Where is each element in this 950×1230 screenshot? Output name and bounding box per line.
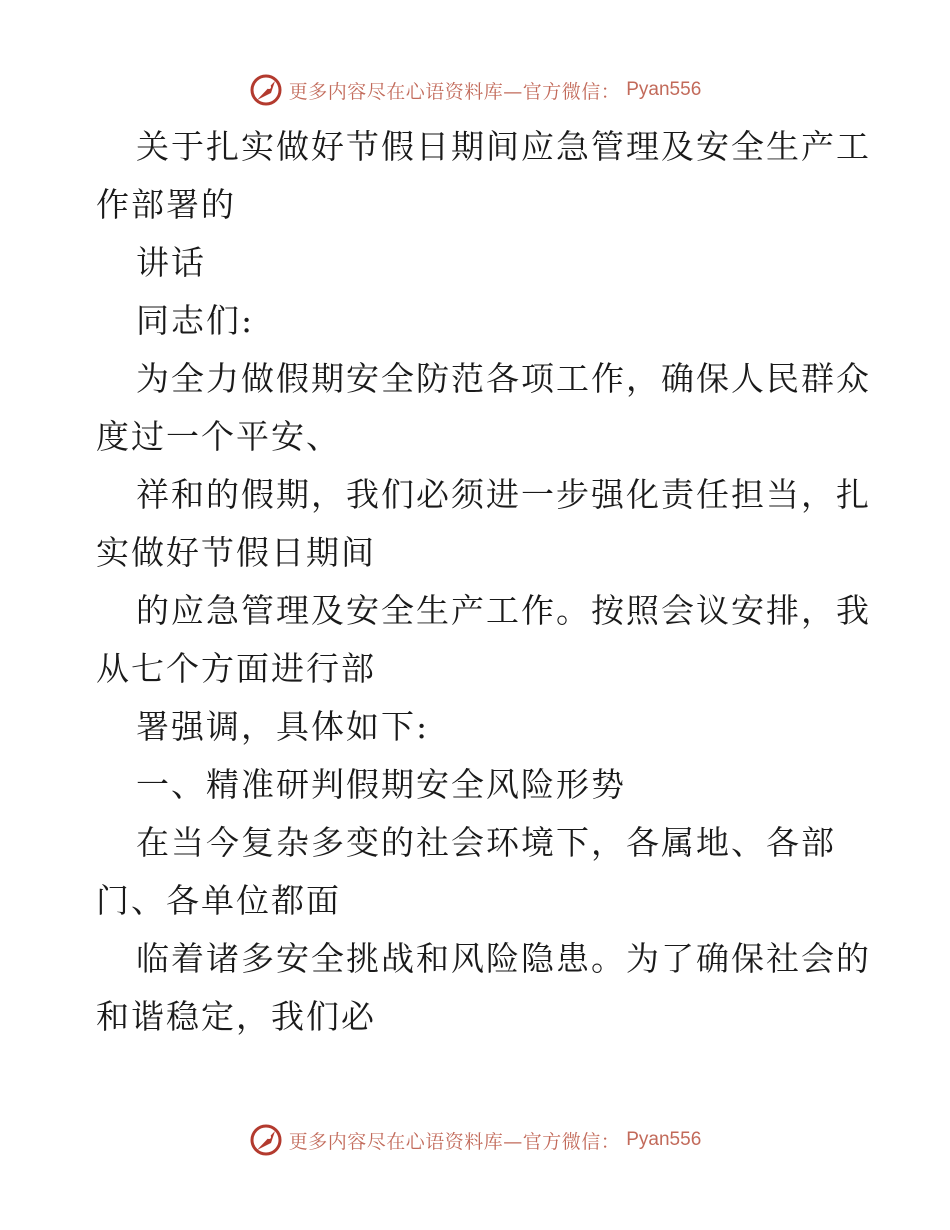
paragraph-line: 临着诸多安全挑战和风险隐患。为了确保社会的 xyxy=(136,939,871,978)
section-heading: 一、精准研判假期安全风险形势 xyxy=(136,765,626,804)
footer-banner-text: 更多内容尽在心语资料库—官方微信： xyxy=(288,1130,621,1153)
header-banner-id: Pyan556 xyxy=(626,79,702,100)
quill-pen-logo-icon xyxy=(249,73,283,107)
paragraph-line: 署强调，具体如下: xyxy=(136,707,430,746)
paragraph-line: 门、各单位都面 xyxy=(96,881,341,920)
header-banner-text: 更多内容尽在心语资料库—官方微信： xyxy=(288,80,621,103)
paragraph-line: 度过一个平安、 xyxy=(96,417,341,456)
paragraph-line: 为全力做假期安全防范各项工作，确保人民群众 xyxy=(136,359,871,398)
footer-banner-id: Pyan556 xyxy=(626,1129,702,1150)
paragraph-line: 祥和的假期，我们必须进一步强化责任担当，扎 xyxy=(136,475,871,514)
title-line-2: 作部署的 xyxy=(96,185,236,224)
title-line-1: 关于扎实做好节假日期间应急管理及安全生产工 xyxy=(136,127,871,166)
paragraph-line: 和谐稳定，我们必 xyxy=(96,997,376,1036)
document-body xyxy=(96,118,871,1046)
title-line-3: 讲话 xyxy=(136,243,206,282)
salutation: 同志们: xyxy=(136,301,255,340)
footer-banner xyxy=(0,1120,950,1160)
paragraph-line: 的应急管理及安全生产工作。按照会议安排，我 xyxy=(136,591,871,630)
paragraph-line: 实做好节假日期间 xyxy=(96,533,376,572)
header-banner xyxy=(0,70,950,110)
quill-pen-logo-icon xyxy=(249,1123,283,1157)
paragraph-line: 从七个方面进行部 xyxy=(96,649,376,688)
paragraph-line: 在当今复杂多变的社会环境下，各属地、各部 xyxy=(136,823,836,862)
